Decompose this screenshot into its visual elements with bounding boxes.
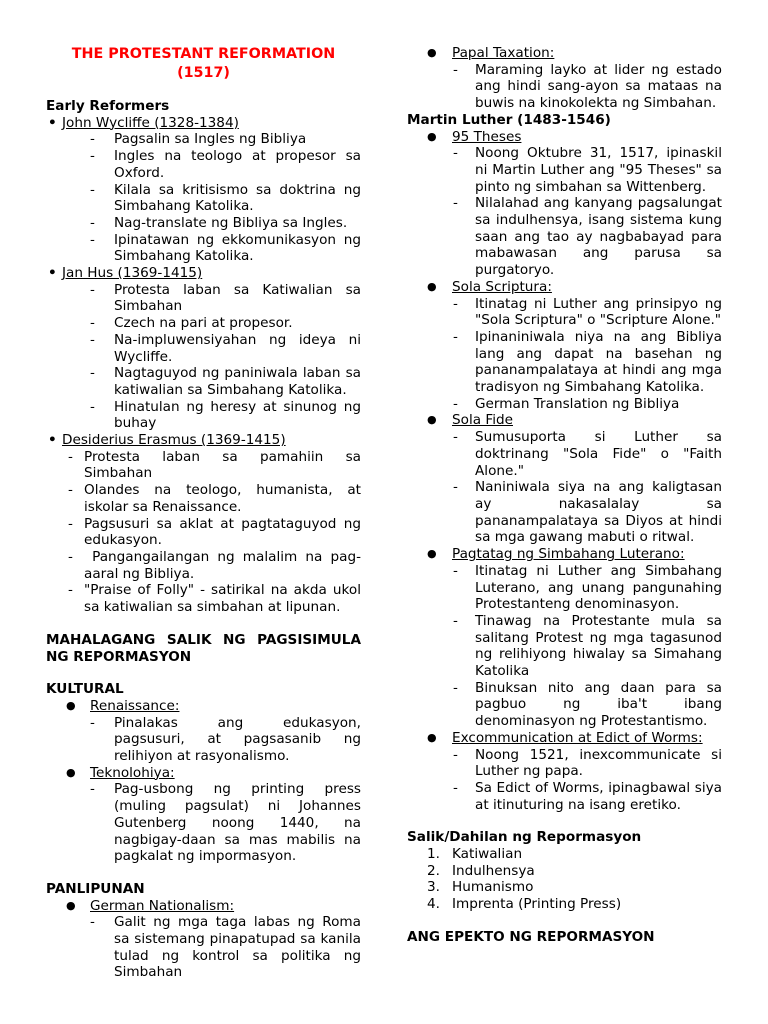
list-item: Pangangailangan ng malalim na pag-aaral ng Bibliya.	[84, 548, 361, 582]
dash-icon: -	[453, 145, 458, 162]
dash-icon: -	[453, 679, 458, 696]
erasmus-section	[46, 432, 361, 616]
dash-icon: -	[90, 148, 95, 165]
dash-icon: -	[453, 779, 458, 796]
list-item: Sa Edict of Worms, ipinagbawal siya at itinuturing na isang eretiko.	[475, 779, 722, 813]
nationalism-label: German Nationalism:	[90, 897, 235, 914]
dash-icon: -	[90, 398, 95, 415]
list-item: Nag-translate ng Bibliya sa Ingles.	[114, 214, 348, 231]
hus-name: Jan Hus (1369-1415)	[62, 265, 203, 282]
dash-icon: -	[90, 331, 95, 348]
dash-icon: -	[68, 515, 73, 532]
dash-icon: -	[90, 281, 95, 298]
list-item: Binuksan nito ang daan para sa pagbuo ng iba't ibang denominasyon ng Protestantismo.	[475, 679, 722, 730]
list-item: Itinatag ni Luther ang prinsipyo ng "Sola Scriptura" o "Scripture Alone."	[475, 295, 722, 329]
dash-icon: -	[453, 195, 458, 212]
solid-bullet-icon: ●	[427, 279, 437, 293]
wycliffe-name: John Wycliffe (1328-1384)	[62, 114, 239, 131]
sola-fide-label: Sola Fide	[452, 412, 513, 429]
list-item: Humanismo	[452, 879, 534, 896]
solid-bullet-icon: ●	[66, 698, 76, 712]
dahilan-list	[407, 846, 722, 913]
dash-icon: -	[90, 131, 95, 148]
dash-icon: -	[453, 395, 458, 412]
hus-section	[46, 265, 361, 432]
dash-icon: -	[68, 582, 73, 599]
solid-bullet-icon: ●	[66, 898, 76, 912]
list-item: Galit ng mga taga labas ng Roma sa sistemang pinapatupad sa kanila tulad ng kontrol sa politika ng Simbahan	[114, 914, 361, 981]
dash-icon: -	[90, 214, 95, 231]
worms-label: Excommunication at Edict of Worms:	[452, 729, 703, 746]
list-item: Katiwalian	[452, 846, 523, 863]
title-line-1: THE PROTESTANT REFORMATION	[71, 46, 336, 62]
list-item: Noong 1521, inexcommunicate si Luther ng papa.	[475, 746, 722, 780]
dash-icon: -	[90, 365, 95, 382]
list-item: Pagsalin sa Ingles ng Bibliya	[114, 131, 307, 148]
list-item: Imprenta (Printing Press)	[452, 896, 622, 913]
dash-icon: -	[453, 295, 458, 312]
list-item: Czech na pari at propesor.	[114, 315, 293, 332]
list-number: 1.	[427, 846, 440, 863]
list-item: Olandes na teologo, humanista, at iskolar sa Renaissance.	[84, 482, 361, 515]
document-title	[46, 45, 361, 83]
teknolohiya-label: Teknolohiya:	[90, 764, 175, 781]
dash-icon: -	[453, 612, 458, 629]
dash-icon: -	[90, 315, 95, 332]
dash-icon: -	[68, 548, 73, 565]
list-number: 3.	[427, 879, 440, 896]
dash-icon: -	[453, 61, 458, 78]
solid-bullet-icon: ●	[427, 129, 437, 143]
dash-icon: -	[453, 562, 458, 579]
dash-icon: -	[90, 231, 95, 248]
wycliffe-section	[46, 115, 361, 265]
list-item: Protesta laban sa Katiwalian sa Simbahan	[114, 281, 361, 315]
dash-icon: -	[453, 479, 458, 496]
list-number: 2.	[427, 862, 440, 879]
solid-bullet-icon: ●	[66, 765, 76, 779]
theses-section	[407, 129, 722, 279]
teknolohiya-section	[46, 765, 361, 865]
list-item: Pinalakas ang edukasyon, pagsusuri, at pagsasanib ng relihiyon at rasyonalismo.	[114, 714, 361, 765]
sola-scriptura-label: Sola Scriptura:	[452, 278, 552, 295]
list-item: Protesta laban sa pamahiin sa Simbahan	[84, 448, 361, 482]
list-item: Ipinaniniwala niya na ang Bibliya lang ang dapat na basehan ng pananampalataya at hindi ang mga tradisyon ng Simbahang Katolika.	[475, 328, 722, 396]
solid-bullet-icon: ●	[427, 547, 437, 561]
nationalism-section	[46, 898, 361, 982]
kultural-heading: KULTURAL	[46, 681, 124, 698]
panlipunan-heading: PANLIPUNAN	[46, 880, 145, 897]
luterano-label: Pagtatag ng Simbahang Luterano:	[452, 546, 685, 563]
luterano-section	[407, 546, 722, 730]
worms-section	[407, 730, 722, 814]
list-item: Hinatulan ng heresy at sinunog ng buhay	[114, 398, 361, 432]
title-line-2: (1517)	[177, 65, 230, 81]
epekto-heading: ANG EPEKTO NG REPORMASYON	[407, 928, 655, 945]
round-bullet-icon: •	[48, 265, 57, 282]
sola-fide-section	[407, 412, 722, 546]
solid-bullet-icon: ●	[427, 730, 437, 744]
left-column	[46, 0, 361, 981]
luther-heading: Martin Luther (1483-1546)	[407, 111, 611, 128]
round-bullet-icon: •	[48, 432, 57, 449]
list-item: German Translation ng Bibliya	[475, 395, 680, 412]
papal-taxation-label: Papal Taxation:	[452, 45, 555, 61]
renaissance-section	[46, 698, 361, 765]
round-bullet-icon: •	[48, 114, 57, 131]
list-item: Sumusuporta si Luther sa doktrinang "Sola Fide" o "Faith Alone."	[475, 429, 722, 479]
right-column	[407, 0, 722, 946]
list-item: Noong Oktubre 31, 1517, ipinaskil ni Martin Luther ang "95 Theses" sa pinto ng simbahan sa Wittenberg.	[475, 145, 722, 195]
dash-icon: -	[90, 914, 95, 931]
dash-icon: -	[453, 429, 458, 446]
dash-icon: -	[90, 714, 95, 731]
dash-icon: -	[453, 746, 458, 763]
list-item: Maraming layko at lider ng estado ang hindi sang-ayon sa mataas na buwis na kinokolekta ng Simbahan.	[475, 61, 722, 112]
list-item: "Praise of Folly" - satirikal na akda ukol sa katiwalian sa simbahan at lipunan.	[84, 582, 361, 616]
list-item: Tinawag na Protestante mula sa salitang Protest ng mga tagasunod ng relihiyong hiwalay sa Simahang Katolika	[475, 612, 722, 680]
early-reformers-heading: Early Reformers	[46, 98, 170, 114]
list-item: Pagsusuri sa aklat at pagtataguyod ng edukasyon.	[84, 515, 361, 549]
list-item: Ingles na teologo at propesor sa Oxford.	[114, 148, 361, 181]
list-item: Pag-usbong ng printing press (muling pagsulat) ni Johannes Gutenberg noong 1440, na nagbigay-daan sa mas mabilis na pagkalat ng impormasyon.	[114, 781, 361, 865]
theses-label: 95 Theses	[452, 128, 522, 145]
solid-bullet-icon: ●	[427, 46, 437, 59]
list-item: Nagtaguyod ng paniniwala laban sa katiwalian sa Simbahang Katolika.	[114, 365, 361, 398]
papal-taxation-section	[407, 45, 722, 112]
solid-bullet-icon: ●	[427, 413, 437, 427]
list-item: Ipinatawan ng ekkomunikasyon ng Simbahang Katolika.	[114, 231, 361, 265]
dahilan-heading: Salik/Dahilan ng Repormasyon	[407, 829, 642, 846]
list-number: 4.	[427, 896, 440, 913]
dash-icon: -	[90, 181, 95, 198]
list-item: Na-impluwensiyahan ng ideya ni Wycliffe.	[114, 331, 361, 365]
dash-icon: -	[453, 328, 458, 345]
list-item: Indulhensya	[452, 862, 535, 879]
salik-heading: MAHALAGANG SALIK NG PAGSISIMULA NG REPORMASYON	[46, 631, 361, 665]
renaissance-label: Renaissance:	[90, 697, 180, 714]
dash-icon: -	[90, 781, 95, 798]
list-item: Kilala sa kritisismo sa doktrina ng Simbahang Katolika.	[114, 181, 361, 215]
sola-scriptura-section	[407, 279, 722, 413]
dash-icon: -	[68, 448, 73, 465]
list-item: Naniniwala siya na ang kaligtasan ay nakasalalay sa pananampalataya sa Diyos at hindi sa mga gawang mabuti o ritwal.	[475, 479, 722, 546]
list-item: Nilalahad ang kanyang pagsalungat sa indulhensya, isang sistema kung saan ang tao ay nagbabayad para mabawasan ang parusa sa purgatoryo.	[475, 195, 722, 279]
list-item: Itinatag ni Luther ang Simbahang Luterano, ang unang pangunahing Protestanteng denominasyon.	[475, 562, 722, 613]
dash-icon: -	[68, 482, 73, 499]
erasmus-name: Desiderius Erasmus (1369-1415)	[62, 432, 286, 449]
